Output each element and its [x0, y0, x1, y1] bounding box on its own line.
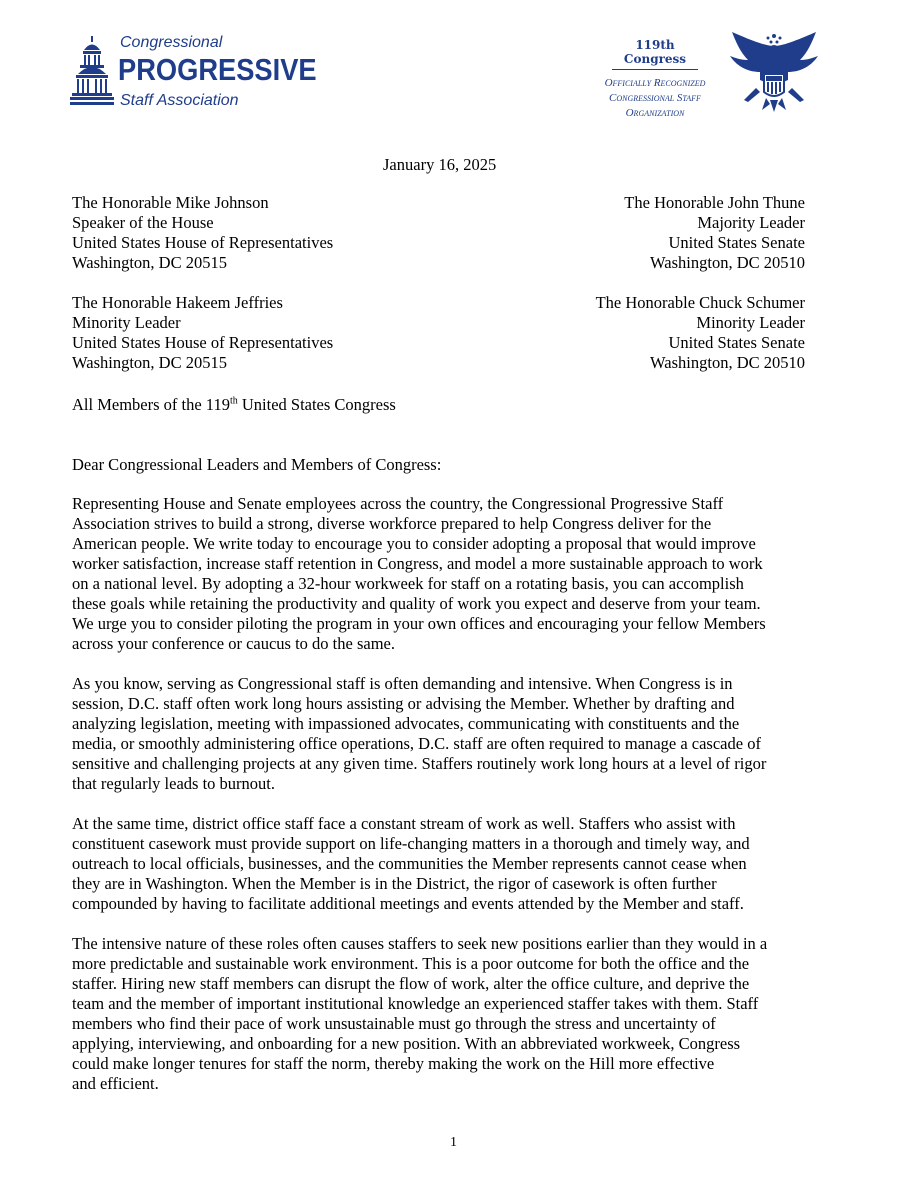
paragraph-line: We urge you to consider piloting the program in your own offices and encouraging your fellow Members	[72, 614, 766, 633]
paragraph-line: outreach to local officials, businesses, and the communities the Member represents cannot cease when	[72, 854, 747, 873]
salutation: Dear Congressional Leaders and Members of Congress:	[72, 455, 442, 474]
address-line: Washington, DC 20515	[72, 253, 227, 272]
eagle-seal-icon	[726, 28, 822, 114]
badge-org-line-1: Officially Recognized	[604, 77, 706, 89]
address-line: Speaker of the House	[72, 213, 214, 232]
paragraph-line: media, or smoothly administering office operations, D.C. staff are often required to manage a cascade of	[72, 734, 761, 753]
address-line: United States House of Representatives	[72, 233, 334, 252]
paragraph-line: applying, interviewing, and onboarding for a new position. With an abbreviated workweek, Congress	[72, 1034, 741, 1053]
badge-org-line-3: Organization	[625, 107, 685, 119]
all-members-pre: All Members of the 119	[72, 395, 230, 414]
letter-date: January 16, 2025	[383, 155, 497, 174]
paragraph-line: Representing House and Senate employees across the country, the Congressional Progressive Staff	[72, 494, 724, 513]
address-line: Washington, DC 20515	[72, 353, 227, 372]
paragraph-line: session, D.C. staff often work long hours assisting or advising the Member. Whether by drafting and	[72, 694, 735, 713]
paragraph-line: more predictable and sustainable work environment. This is a poor outcome for both the office and the	[72, 954, 750, 973]
paragraph-line: across your conference or caucus to do the same.	[72, 634, 395, 653]
badge-org-line-2: Congressional Staff	[609, 92, 701, 104]
address-line: Washington, DC 20510	[650, 353, 805, 372]
paragraph-line: analyzing legislation, meeting with impassioned advocates, communicating with constituents and the	[72, 714, 740, 733]
paragraph-line: on a national level. By adopting a 32-hour workweek for staff on a rotating basis, you can accomplish	[72, 574, 744, 593]
paragraph-line: The intensive nature of these roles often causes staffers to seek new positions earlier than they would in a	[72, 934, 768, 953]
paragraph-line: that regularly leads to burnout.	[72, 774, 275, 793]
paragraph-line: members who find their pace of work unsustainable must go through the stress and uncertainty of	[72, 1014, 716, 1033]
paragraph-line: sensitive and challenging projects at any given time. Staffers routinely work long hours at a level of rigor	[72, 754, 767, 773]
address-block-jeffries	[72, 293, 333, 373]
address-line: The Honorable Mike Johnson	[72, 193, 269, 212]
address-line: United States House of Representatives	[72, 333, 334, 352]
paragraph-line: At the same time, district office staff face a constant stream of work as well. Staffers who assist with	[72, 814, 736, 833]
paragraph-line: staffer. Hiring new staff members can disrupt the flow of work, alter the office culture, and deprive the	[72, 974, 750, 993]
paragraph-line: they are in Washington. When the Member is in the District, the rigor of casework is often further	[72, 874, 717, 893]
page-number: 1	[450, 1135, 457, 1150]
paragraph-line: worker satisfaction, increase staff retention in Congress, and model a more sustainable approach to work	[72, 554, 763, 573]
paragraph-line: constituent casework must provide support on life-changing matters in a thorough and timely way, and	[72, 834, 750, 853]
paragraph-4	[72, 934, 842, 1094]
logo-line-congressional: Congressional	[120, 34, 223, 51]
address-line: The Honorable Chuck Schumer	[595, 293, 805, 312]
congress-badge	[588, 34, 828, 119]
badge-text	[588, 38, 722, 121]
address-line: United States Senate	[668, 333, 805, 352]
paragraph-3	[72, 814, 842, 914]
badge-congress: 119th Congress	[612, 38, 698, 70]
paragraph-2	[72, 674, 842, 794]
all-members-post: United States Congress	[237, 395, 396, 414]
address-block-schumer	[596, 293, 805, 373]
paragraph-line: these goals while retaining the productivity and quality of work you expect and deserve from your team.	[72, 594, 761, 613]
address-line: Washington, DC 20510	[650, 253, 805, 272]
address-line: Minority Leader	[696, 313, 805, 332]
address-line: Majority Leader	[697, 213, 805, 232]
logo-line-staff-association: Staff Association	[120, 92, 239, 109]
address-line: The Honorable Hakeem Jeffries	[72, 293, 283, 312]
paragraph-line: Association strives to build a strong, diverse workforce prepared to help Congress deliver for the	[72, 514, 712, 533]
logo-line-progressive: PROGRESSIVE	[118, 52, 317, 87]
paragraph-1	[72, 494, 842, 654]
paragraph-line: team and the member of important institutional knowledge an experienced staffer takes with them. Staff	[72, 994, 759, 1013]
all-members-line	[72, 395, 396, 415]
paragraph-line: American people. We write today to encourage you to consider adopting a proposal that would improve	[72, 534, 756, 553]
address-block-johnson	[72, 193, 333, 273]
paragraph-line: compounded by having to facilitate additional meetings and events attended by the Member and staff.	[72, 894, 744, 913]
paragraph-line: and efficient.	[72, 1074, 159, 1093]
all-members-sup: th	[229, 395, 238, 407]
address-line: Minority Leader	[72, 313, 181, 332]
paragraph-line: could make longer tenures for staff the norm, thereby making the work on the Hill more effective	[72, 1054, 715, 1073]
address-line: The Honorable John Thune	[624, 193, 805, 212]
address-line: United States Senate	[668, 233, 805, 252]
capitol-dome-icon	[70, 36, 114, 108]
address-block-thune	[624, 193, 805, 273]
paragraph-line: As you know, serving as Congressional staff is often demanding and intensive. When Congress is in	[72, 674, 733, 693]
cpsa-logo	[70, 32, 317, 112]
